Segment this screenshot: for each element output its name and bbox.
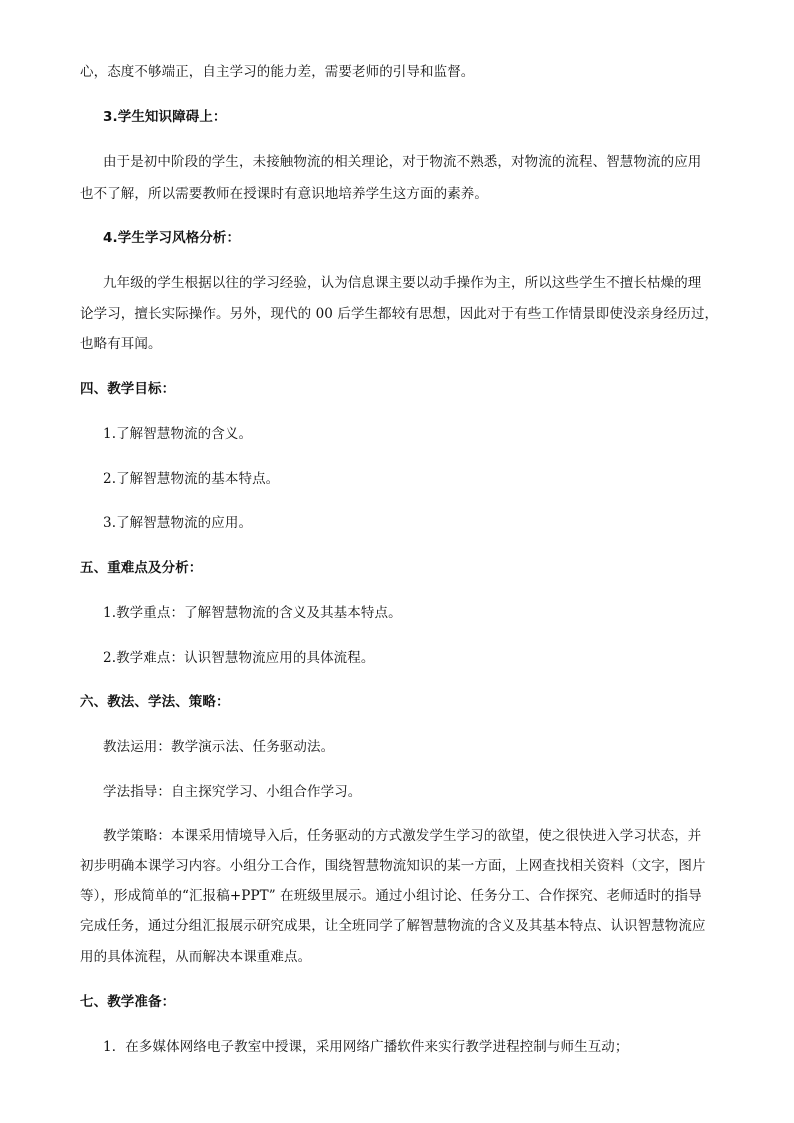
section-heading: 四、教学目标：: [80, 381, 176, 397]
section-heading: 七、教学准备：: [80, 994, 176, 1010]
subheading: 3.学生知识障碍上：: [103, 109, 227, 125]
paragraph-line: 教学策略：本课采用情境导入后，任务驱动的方式激发学生学习的欲望，使之很快进入学习状态，并: [103, 828, 702, 844]
paragraph-line: 初步明确本课学习内容。小组分工合作，围绕智慧物流知识的某一方面，上网查找相关资料（文字，图片: [80, 858, 706, 874]
paragraph-line: 也略有耳闻。: [80, 336, 162, 352]
paragraph-line: 学法指导：自主探究学习、小组合作学习。: [103, 784, 362, 800]
paragraph-line: 论学习，擅长实际操作。另外，现代的 00 后学生都较有思想，因此对于有些工作情景即使没亲身经历过，: [80, 306, 719, 322]
paragraph-line: 完成任务，通过分组汇报展示研究成果，让全班同学了解智慧物流的含义及其基本特点、认识智慧物流应: [80, 918, 706, 934]
section-heading: 五、重难点及分析：: [80, 560, 203, 576]
paragraph-line: 由于是初中阶段的学生，未接触物流的相关理论，对于物流不熟悉，对物流的流程、智慧物流的应用: [103, 154, 702, 170]
list-item: 1.了解智慧物流的含义。: [103, 426, 253, 442]
list-item: 2.教学难点：认识智慧物流应用的具体流程。: [103, 650, 375, 666]
list-item: 1.教学重点：了解智慧物流的含义及其基本特点。: [103, 605, 402, 621]
paragraph-line: 教法运用：教学演示法、任务驱动法。: [103, 739, 335, 755]
list-item: 2.了解智慧物流的基本特点。: [103, 471, 280, 487]
list-item: 3.了解智慧物流的应用。: [103, 515, 253, 531]
paragraph-line: 九年级的学生根据以往的学习经验，认为信息课主要以动手操作为主，所以这些学生不擅长枯燥的理: [103, 275, 702, 291]
paragraph-line: 也不了解，所以需要教师在授课时有意识地培养学生这方面的素养。: [80, 186, 488, 202]
subheading: 4.学生学习风格分析：: [103, 230, 241, 246]
paragraph-line: 心，态度不够端正，自主学习的能力差，需要老师的引导和监督。: [80, 64, 475, 80]
paragraph-line: 等），形成简单的“汇报稿+PPT” 在班级里展示。通过小组讨论、任务分工、合作探究、老师适时的指导: [80, 888, 702, 904]
section-heading: 六、教法、学法、策略：: [80, 694, 230, 710]
paragraph-line: 用的具体流程，从而解决本课重难点。: [80, 949, 312, 965]
list-item: 1．在多媒体网络电子教室中授课，采用网络广播软件来实行教学进程控制与师生互动；: [103, 1039, 629, 1055]
